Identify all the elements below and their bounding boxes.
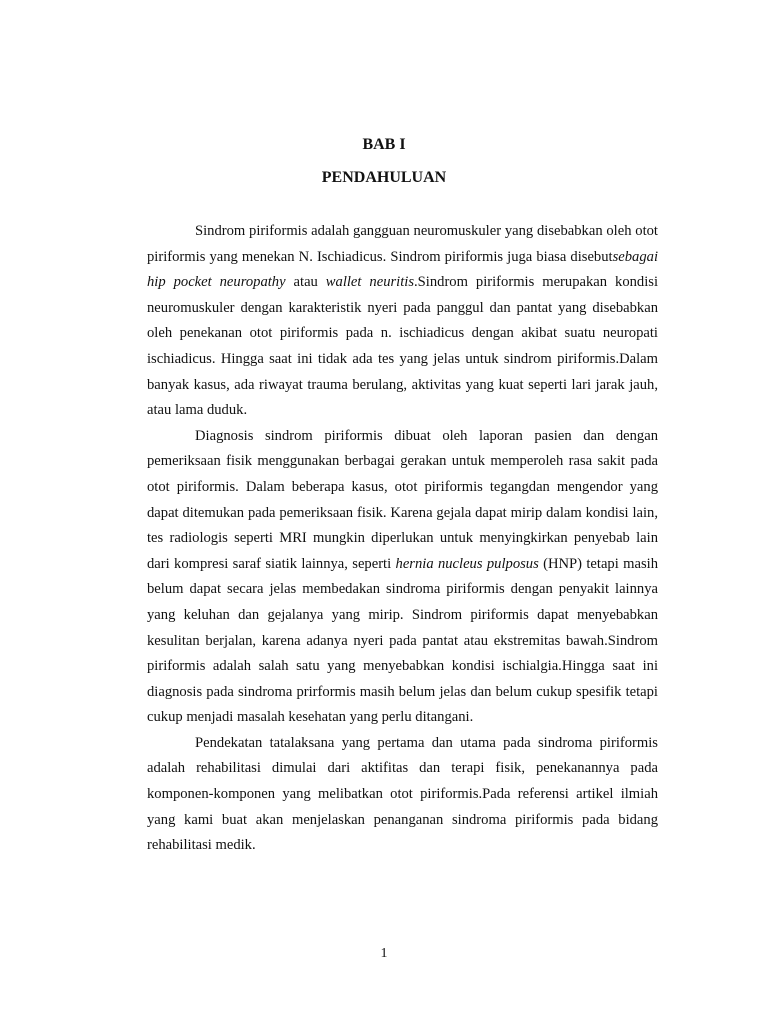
text-segment-italic: wallet neuritis: [325, 274, 415, 291]
text-segment-italic: hernia nucleus pulposus: [395, 555, 539, 572]
text-segment: Pendekatan tatalaksana yang pertama dan utama pada sindroma piriformis adalah rehabilitasi dimulai dari aktifitas dan terapi fisik, penekanannya pada komponen-komponen yang melibatkan otot piriformis.Pada referensi artikel ilmiah yang kami buat akan menjelaskan penanganan sindroma piriformis pada bidang rehabilitasi medik.: [147, 734, 658, 854]
text-segment: Sindrom piriformis adalah gangguan neuromuskuler yang disebabkan oleh otot piriformis yang menekan N. Ischiadicus. Sindrom piriformis juga biasa disebut: [147, 223, 658, 265]
paragraph-1: [147, 219, 658, 424]
text-segment: Diagnosis sindrom piriformis dibuat oleh laporan pasien dan dengan pemeriksaan fisik menggunakan berbagai gerakan untuk memperoleh rasa sakit pada otot piriformis. Dalam beberapa kasus, otot piriformis tegangdan mengendor yang dapat ditemukan pada pemeriksaan fisik. Karena gejala dapat mirip dalam kondisi lain, tes radiologis seperti MRI mungkin diperlukan untuk menyingkirkan penyebab lain dari kompresi saraf siatik lainnya, seperti: [147, 427, 658, 572]
page-number: 1: [380, 946, 388, 961]
chapter-number: BAB I: [362, 136, 406, 153]
body-text: [147, 219, 658, 859]
text-segment: (HNP) tetapi masih belum dapat secara jelas membedakan sindroma piriformis dengan penyakit lainnya yang keluhan dan gejalanya yang mirip. Sindrom piriformis dapat menyebabkan kesulitan berjalan, karena adanya nyeri pada pantat atau ekstremitas bawah.Sindrom piriformis adalah salah satu yang menyebabkan kondisi ischialgia.Hingga saat ini diagnosis pada sindroma prirformis masih belum jelas dan belum cukup spesifik tetapi cukup menjadi masalah kesehatan yang perlu ditangani.: [147, 555, 658, 726]
paragraph-2: [147, 424, 658, 731]
text-segment: .Sindrom piriformis merupakan kondisi neuromuskuler dengan karakteristik nyeri pada panggul dan pantat yang disebabkan oleh penekanan otot piriformis pada n. ischiadicus dengan akibat suatu neuropati ischiadicus. Hingga saat ini tidak ada tes yang jelas untuk sindrom piriformis.Dalam banyak kasus, ada riwayat trauma berulang, aktivitas yang kuat seperti lari jarak jauh, atau lama duduk.: [147, 274, 658, 419]
text-segment: atau: [285, 274, 326, 291]
paragraph-3: [147, 731, 658, 859]
text-segment-italic: sebagai hip pocket neuropathy: [147, 248, 658, 291]
chapter-title: PENDAHULUAN: [321, 169, 447, 186]
